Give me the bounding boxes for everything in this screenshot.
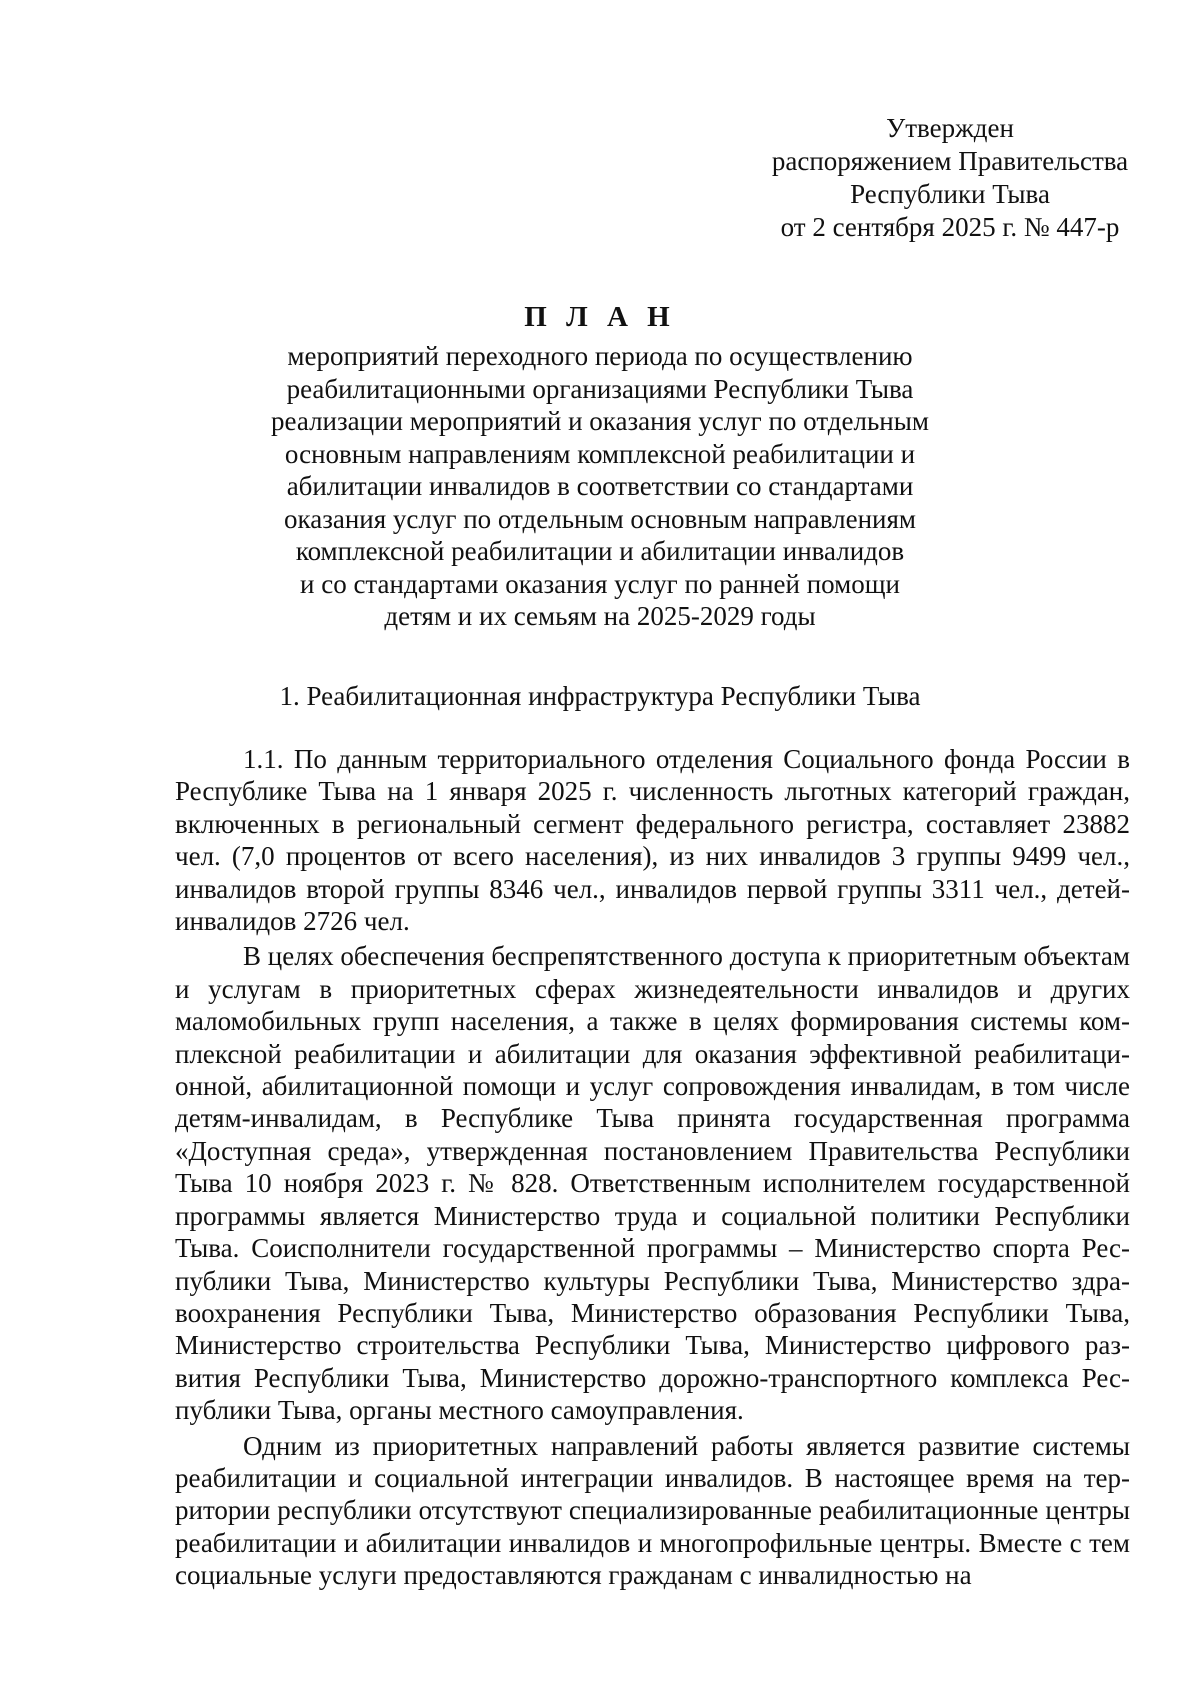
document-title-block: [200, 300, 1000, 633]
subtitle-line: абилитации инвалидов в соответствии со стандартами: [286, 471, 914, 501]
subtitle-line: оказания услуг по отдельным основным направлениям: [284, 503, 916, 534]
approval-line-republic: Республики Тыва: [850, 179, 1050, 209]
subtitle-line: комплексной реабилитации и абилитации инвалидов: [295, 536, 905, 566]
paragraph-rehabilitation-system: Одним из приоритетных направлений работы является развитие системы реабилитации и социальной интеграции инвалидов. В настоящее время на территории республики отсутствуют специализированные реабилитационные центры реабилитации и абилитации инвалидов и многопрофильные центры. Вместе с тем социальные услуги предоставляются гражданам с инвалидностью на: [175, 1430, 1130, 1591]
paragraph-state-program: В целях обеспечения беспрепятственного доступа к приоритетным объектам и услугам в приоритетных сферах жизнедеятельности инвалидов и других маломобильных групп населения, а также в целях формирования системы комплексной реабилитации и абилитации для оказания эффективной реабилитационной, абилитационной помощи и услуг сопровождения инвалидам, в том числе детям-инвалидам, в Республике Тыва принята государственная программа «Доступная среда», утвержденная постановлением Правительства Республики Тыва 10 ноября 2023 г. № 828. Ответственным исполнителем государственной программы является Министерство труда и социальной политики Республики Тыва. Соисполнители государственной программы – Министерство спорта Республики Тыва, Министерство культуры Республики Тыва, Министерство здравоохранения Республики Тыва, Министерство образования Республики Тыва, Министерство строительства Республики Тыва, Министерство цифрового развития Республики Тыва, Министерство дорожно-транспортного комплекса Республики Тыва, органы местного самоуправления.: [175, 941, 1130, 1426]
subtitle-line: реабилитационными организациями Республики Тыва: [286, 373, 914, 404]
subtitle-line: детям и их семьям на 2025-2029 годы: [384, 601, 816, 631]
section-heading: 1. Реабилитационная инфраструктура Республики Тыва: [279, 681, 921, 711]
document-subtitle: [200, 340, 1000, 633]
approval-stamp-block: [760, 112, 1140, 244]
subtitle-line: мероприятий переходного периода по осуществлению: [287, 341, 913, 371]
body-text: [175, 743, 1130, 1595]
subtitle-line: и со стандартами оказания услуг по ранней помощи: [300, 568, 900, 599]
subtitle-line: основным направлениям комплексной реабилитации и: [284, 438, 916, 469]
approval-line-approved: Утвержден: [886, 113, 1014, 143]
approval-line-order: распоряжением Правительства: [771, 146, 1129, 176]
paragraph-statistics: 1.1. По данным территориального отделения Социального фонда России в Республике Тыва на 1 января 2025 г. численность льготных категорий граждан, включенных в региональный сегмент федерального регистра, составляет 23882 чел. (7,0 процентов от всего населения), из них инвалидов 3 группы 9499 чел., инвалидов второй группы 8346 чел., инвалидов первой группы 3311 чел., детей-инвалидов 2726 чел.: [175, 744, 1130, 937]
subtitle-line: реализации мероприятий и оказания услуг по отдельным: [271, 406, 929, 436]
approval-line-date-number: от 2 сентября 2025 г. № 447-р: [780, 212, 1120, 242]
document-title: П Л А Н: [524, 301, 676, 333]
